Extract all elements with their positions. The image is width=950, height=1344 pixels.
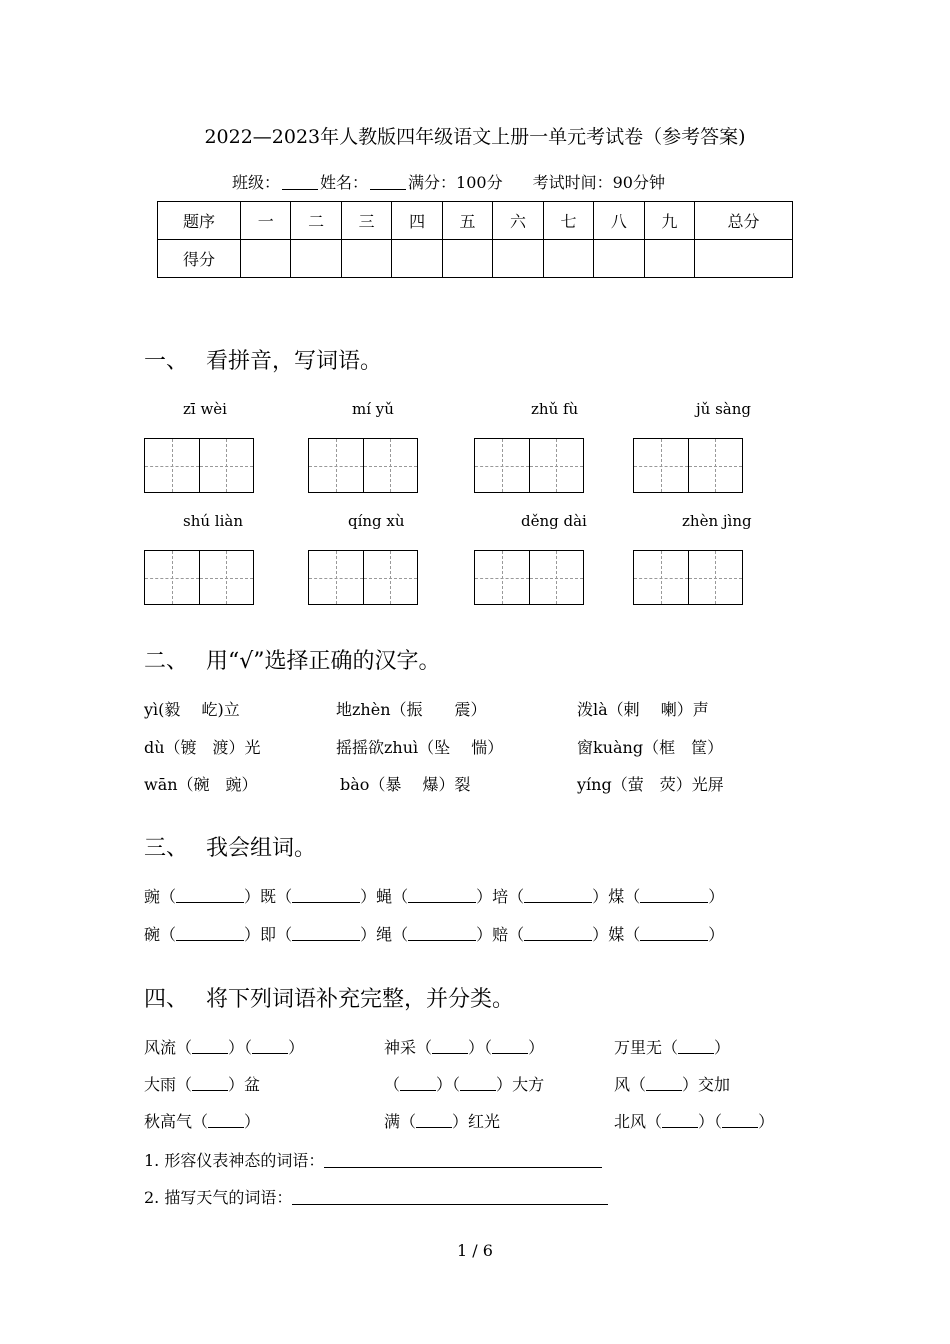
score-cell[interactable] — [644, 240, 694, 278]
pinyin-3: zhǔ fù — [531, 400, 579, 418]
answer-blank[interactable] — [432, 1039, 468, 1054]
page-number: 1 / 6 — [457, 1241, 493, 1260]
choice-item[interactable]: yì(毅 屹)立 — [144, 700, 240, 719]
col-1: 一 — [241, 202, 291, 240]
score-table-score-row — [158, 240, 793, 278]
idiom-item: 满（ ）红光 — [384, 1112, 501, 1131]
tianzige-box[interactable] — [633, 550, 743, 605]
answer-blank[interactable] — [408, 926, 476, 941]
word-char: 碗 — [144, 925, 161, 944]
word-char: 媒 — [608, 925, 625, 944]
section1-heading — [144, 344, 382, 375]
pinyin-7: děng dài — [521, 512, 587, 530]
page-title: 2022—2023年人教版四年级语文上册一单元考试卷（参考答案) — [204, 126, 746, 148]
col-3: 三 — [341, 202, 391, 240]
class-blank[interactable] — [282, 173, 318, 190]
score-cell[interactable] — [291, 240, 341, 278]
score-table-header-row — [158, 202, 793, 240]
section3-title: 我会组词。 — [206, 836, 317, 861]
word-char: 即 — [260, 925, 277, 944]
score-cell[interactable] — [442, 240, 492, 278]
name-blank[interactable] — [370, 173, 406, 190]
pinyin-8: zhèn jìng — [682, 512, 752, 530]
score-cell[interactable] — [543, 240, 593, 278]
answer-blank[interactable] — [208, 1113, 244, 1128]
answer-blank[interactable] — [400, 1076, 436, 1091]
section3-heading — [144, 831, 316, 862]
choice-item[interactable]: dù（镀 渡）光 — [144, 738, 261, 757]
choice-item[interactable]: bào（暴 爆）裂 — [340, 775, 471, 794]
answer-blank[interactable] — [252, 1039, 288, 1054]
answer-blank[interactable] — [722, 1113, 758, 1128]
idiom-item: 万里无（ ） — [614, 1038, 731, 1057]
section4-heading — [144, 982, 514, 1013]
choice-item[interactable]: 泼là（剌 喇）声 — [577, 700, 709, 719]
answer-blank[interactable] — [460, 1076, 496, 1091]
pinyin-5: shú liàn — [183, 512, 243, 530]
section3-num: 三、 — [144, 836, 189, 861]
tianzige-box[interactable] — [144, 438, 254, 493]
answer-blank[interactable] — [192, 1076, 228, 1091]
idiom-item: 秋高气（ ） — [144, 1112, 261, 1131]
idiom-item: （ ）（ ）大方 — [384, 1075, 545, 1094]
section4-title: 将下列词语补充完整，并分类。 — [206, 987, 515, 1012]
name-label: 姓名： — [320, 173, 369, 192]
idiom-item: 风流（ ）（ ） — [144, 1038, 305, 1057]
word-char: 绳 — [376, 925, 393, 944]
idiom-item: 北风（ ）（ ） — [614, 1112, 775, 1131]
tianzige-box[interactable] — [474, 438, 584, 493]
answer-line[interactable] — [292, 1190, 608, 1205]
idiom-item: 风（ ）交加 — [614, 1075, 731, 1094]
tianzige-box[interactable] — [633, 438, 743, 493]
answer-blank[interactable] — [678, 1039, 714, 1054]
idiom-item: 神采（ ）（ ） — [384, 1038, 545, 1057]
answer-blank[interactable] — [292, 888, 360, 903]
word-group-row-1: 豌（ ）既（ ）蝇（ ）培（ ）煤（ ） — [144, 887, 725, 906]
word-char: 煤 — [608, 887, 625, 906]
score-header: 得分 — [158, 240, 241, 278]
classify-question-2: 2. 描写天气的词语： — [144, 1185, 608, 1208]
answer-blank[interactable] — [640, 926, 708, 941]
section1-num: 一、 — [144, 349, 189, 374]
pinyin-2: mí yǔ — [352, 400, 394, 418]
col-2: 二 — [291, 202, 341, 240]
pinyin-4: jǔ sàng — [696, 400, 751, 418]
pinyin-1: zī wèi — [183, 400, 227, 418]
tianzige-box[interactable] — [308, 550, 418, 605]
answer-blank[interactable] — [176, 888, 244, 903]
score-table — [157, 201, 793, 278]
section2-num: 二、 — [144, 649, 189, 674]
score-cell[interactable] — [493, 240, 543, 278]
choice-item[interactable]: 地zhèn（振 震） — [336, 700, 487, 719]
col-8: 八 — [594, 202, 644, 240]
word-group-row-2: 碗（ ）即（ ）绳（ ）赔（ ）媒（ ） — [144, 925, 725, 944]
col-9: 九 — [644, 202, 694, 240]
answer-blank[interactable] — [492, 1039, 528, 1054]
score-cell[interactable] — [341, 240, 391, 278]
choice-item[interactable]: 摇摇欲zhuì（坠 惴） — [336, 738, 504, 757]
word-char: 既 — [260, 887, 277, 906]
col-7: 七 — [543, 202, 593, 240]
word-char: 培 — [492, 887, 509, 906]
question-order-header: 题序 — [158, 202, 241, 240]
answer-blank[interactable] — [524, 888, 592, 903]
answer-blank[interactable] — [662, 1113, 698, 1128]
full-score: 满分：100分 — [408, 173, 503, 192]
score-cell[interactable] — [392, 240, 442, 278]
answer-line[interactable] — [324, 1153, 602, 1168]
score-cell[interactable] — [695, 240, 793, 278]
idiom-item: 大雨（ ）盆 — [144, 1075, 261, 1094]
answer-blank[interactable] — [192, 1039, 228, 1054]
col-4: 四 — [392, 202, 442, 240]
tianzige-box[interactable] — [474, 550, 584, 605]
word-char: 豌 — [144, 887, 161, 906]
col-total: 总分 — [695, 202, 793, 240]
section1-title: 看拼音，写词语。 — [206, 349, 383, 374]
score-cell[interactable] — [241, 240, 291, 278]
student-info-line — [232, 170, 665, 193]
col-5: 五 — [442, 202, 492, 240]
col-6: 六 — [493, 202, 543, 240]
tianzige-box[interactable] — [308, 438, 418, 493]
section2-title: 用“√”选择正确的汉字。 — [206, 649, 441, 674]
answer-blank[interactable] — [640, 888, 708, 903]
word-char: 蝇 — [376, 887, 393, 906]
exam-time: 考试时间：90分钟 — [532, 173, 665, 192]
section2-heading — [144, 644, 441, 675]
choice-item[interactable]: 窗kuàng（框 筐） — [577, 738, 724, 757]
choice-item[interactable]: wān（碗 豌） — [144, 775, 258, 794]
score-cell[interactable] — [594, 240, 644, 278]
answer-blank[interactable] — [646, 1076, 682, 1091]
classify-question-1: 1. 形容仪表神态的词语： — [144, 1148, 602, 1171]
answer-blank[interactable] — [416, 1113, 452, 1128]
word-char: 赔 — [492, 925, 509, 944]
answer-blank[interactable] — [176, 926, 244, 941]
answer-blank[interactable] — [524, 926, 592, 941]
section4-num: 四、 — [144, 987, 189, 1012]
tianzige-box[interactable] — [144, 550, 254, 605]
class-label: 班级： — [232, 173, 281, 192]
choice-item[interactable]: yíng（萤 荧）光屏 — [577, 775, 724, 794]
answer-blank[interactable] — [292, 926, 360, 941]
answer-blank[interactable] — [408, 888, 476, 903]
pinyin-6: qíng xù — [348, 512, 405, 530]
